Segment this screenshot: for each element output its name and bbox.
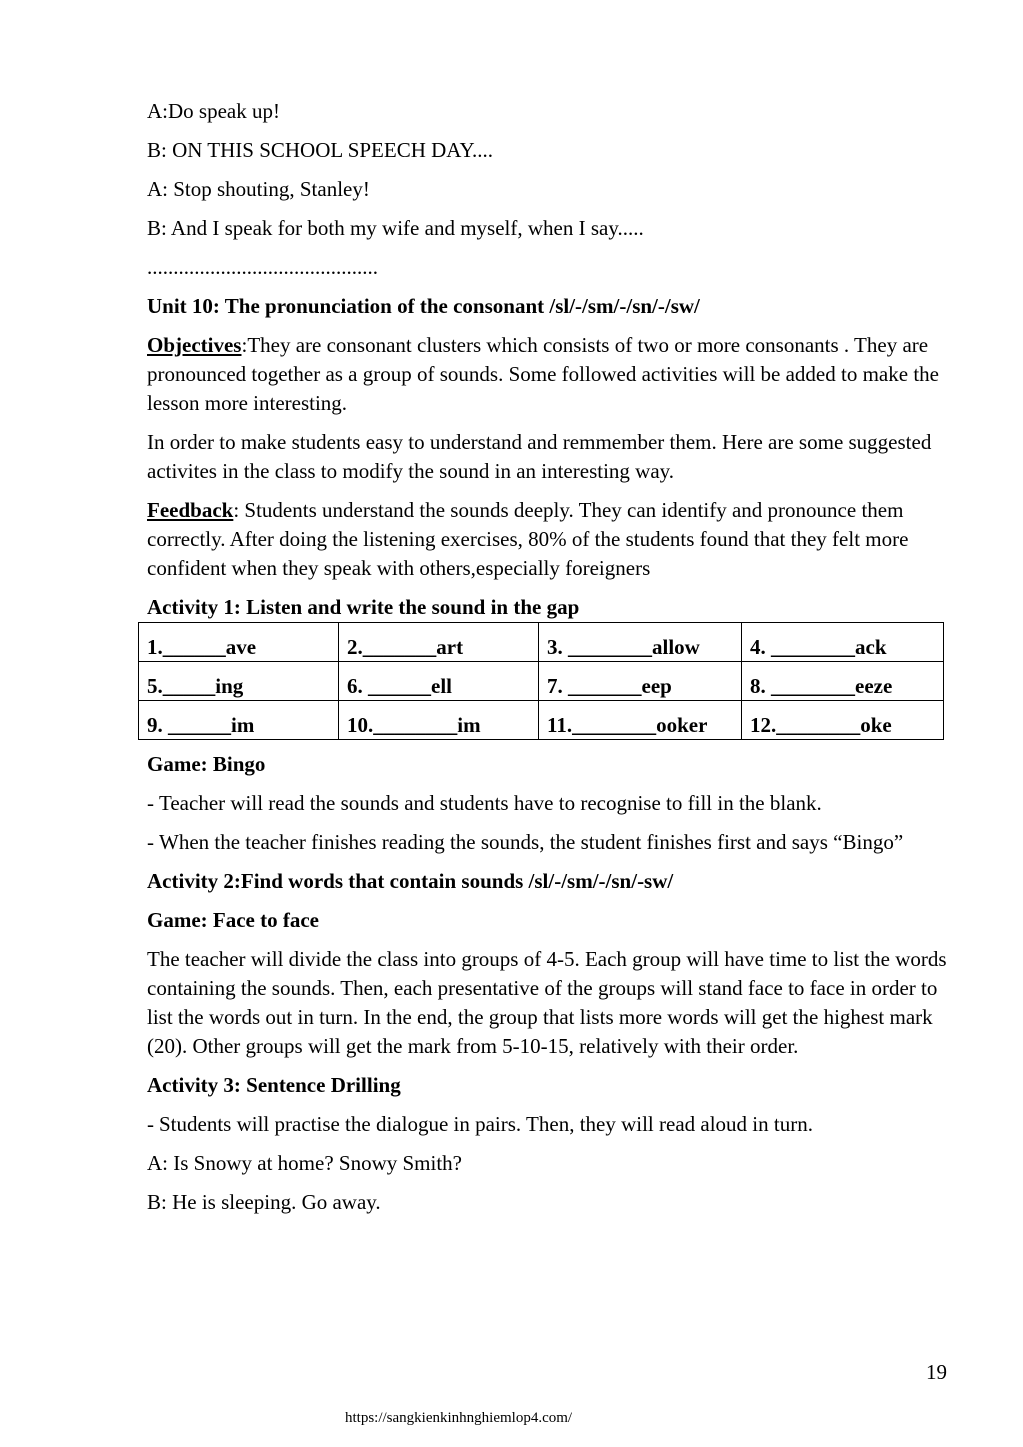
- activity1-heading: Activity 1: Listen and write the sound in the gap: [147, 595, 580, 619]
- bullet-item: [147, 789, 957, 818]
- intro-paragraph: In order to make students easy to understand and remmember them. Here are some suggested activites in the class to modify the sound in an interesting way.: [147, 430, 932, 483]
- table-cell: 10.________im: [339, 701, 539, 740]
- feedback-label: Feedback: [147, 498, 234, 522]
- table-cell: 3. ________allow: [539, 623, 742, 662]
- table-row: [139, 662, 944, 701]
- table-cell: 11.________ooker: [539, 701, 742, 740]
- table-cell: 5._____ing: [139, 662, 339, 701]
- bullet-text: When the teacher finishes reading the sounds, the student finishes first and says “Bingo”: [159, 830, 904, 854]
- dash-bullet-icon: -: [147, 791, 154, 815]
- feedback-paragraph: [147, 496, 957, 583]
- bullet-text: Students will practise the dialogue in pairs. Then, they will read aloud in turn.: [159, 1112, 813, 1136]
- table-cell: 1.______ave: [139, 623, 339, 662]
- dialogue-line: A: Is Snowy at home? Snowy Smith?: [147, 1151, 462, 1175]
- feedback-text: : Students understand the sounds deeply. They can identify and pronounce them correctly. After doing the listening exercises, 80% of the students found that they felt more confident when they speak with others,especially foreigners: [147, 498, 909, 580]
- gap-table: [138, 622, 944, 740]
- table-cell: 7. _______eep: [539, 662, 742, 701]
- objectives-label: Objectives: [147, 333, 242, 357]
- footer-url[interactable]: https://sangkienkinhnghiemlop4.com/: [345, 1410, 573, 1426]
- activity3-heading: Activity 3: Sentence Drilling: [147, 1073, 401, 1097]
- dialogue-line: A:Do speak up!: [147, 99, 280, 123]
- objectives-text: :They are consonant clusters which consists of two or more consonants . They are pronounced together as a group of sounds. Some followed activities will be added to make the lesson more interesting.: [147, 333, 939, 415]
- face-to-face-heading: Game: Face to face: [147, 908, 319, 932]
- table-cell: 12.________oke: [742, 701, 944, 740]
- dialogue-line: B: ON THIS SCHOOL SPEECH DAY....: [147, 138, 493, 162]
- dotted-separator: ............................................: [147, 255, 378, 279]
- bingo-heading: Game: Bingo: [147, 752, 266, 776]
- table-cell: 4. ________ack: [742, 623, 944, 662]
- unit-title: Unit 10: The pronunciation of the consonant /sl/-/sm/-/sn/-/sw/: [147, 294, 700, 318]
- table-cell: 9. ______im: [139, 701, 339, 740]
- table-cell: 8. ________eeze: [742, 662, 944, 701]
- page-number: 19: [926, 1360, 947, 1384]
- bullet-item: [147, 828, 957, 857]
- table-row: [139, 701, 944, 740]
- dash-bullet-icon: -: [147, 1112, 154, 1136]
- table-row: [139, 623, 944, 662]
- activity2-heading: Activity 2:Find words that contain sounds /sl/-/sm/-/sn/-sw/: [147, 869, 674, 893]
- bullet-item: [147, 1110, 957, 1139]
- dialogue-line: A: Stop shouting, Stanley!: [147, 177, 370, 201]
- dialogue-line: B: He is sleeping. Go away.: [147, 1190, 381, 1214]
- objectives-paragraph: [147, 331, 957, 418]
- face-to-face-paragraph: The teacher will divide the class into groups of 4-5. Each group will have time to list the words containing the sounds. Then, each presentative of the groups will stand face to face in order to list the words out in turn. In the end, the group that lists more words will get the highest mark (20). Other groups will get the mark from 5-10-15, relatively with their order.: [147, 947, 947, 1058]
- document-body: [147, 97, 957, 1227]
- table-cell: 6. ______ell: [339, 662, 539, 701]
- bullet-text: Teacher will read the sounds and students have to recognise to fill in the blank.: [159, 791, 822, 815]
- dialogue-line: B: And I speak for both my wife and myself, when I say.....: [147, 216, 644, 240]
- table-cell: 2._______art: [339, 623, 539, 662]
- dash-bullet-icon: -: [147, 830, 154, 854]
